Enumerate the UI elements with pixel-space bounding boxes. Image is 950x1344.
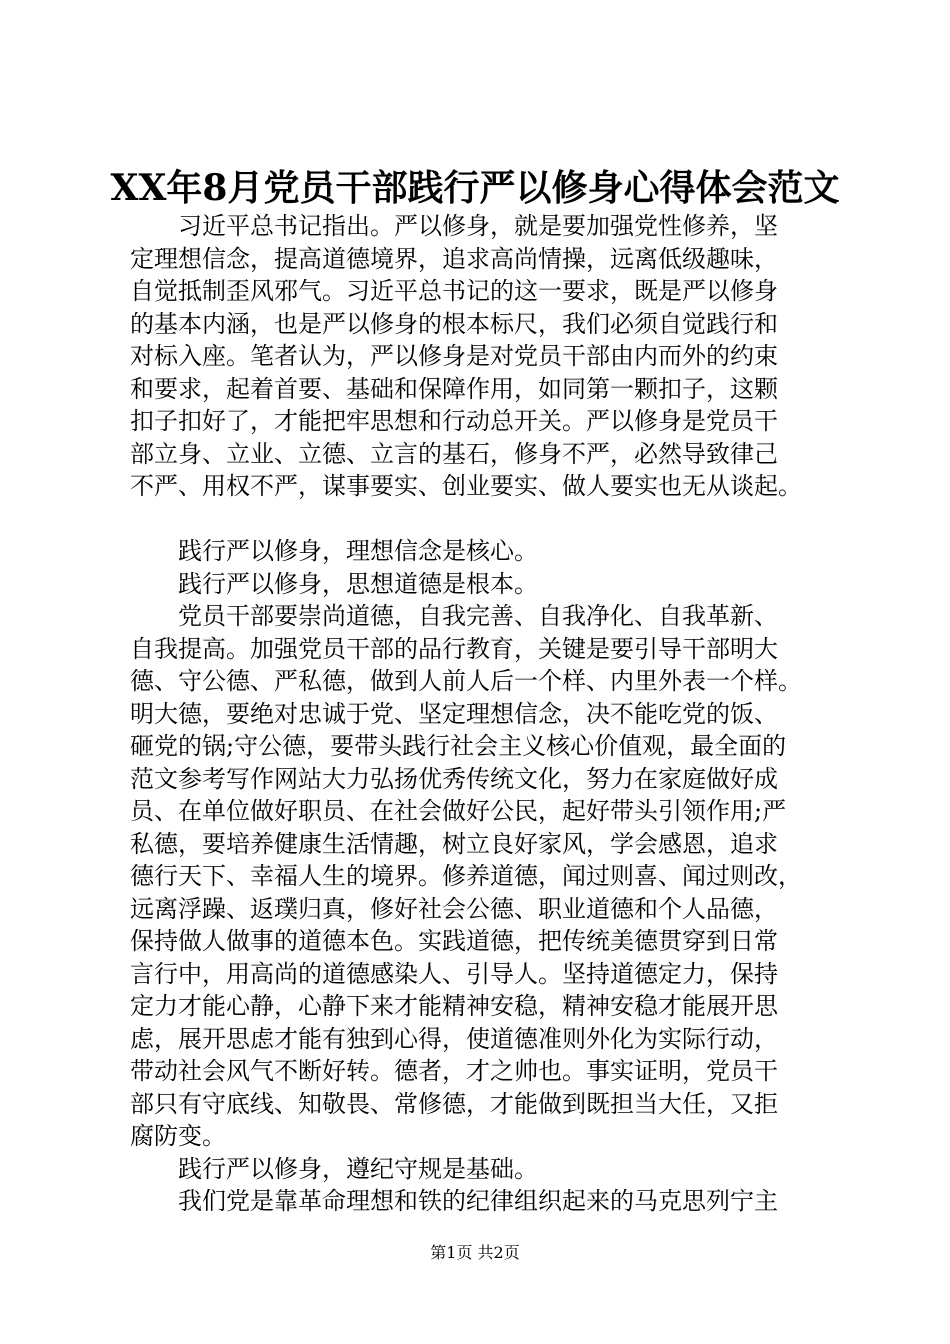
body-line: 砸党的锅;守公德，要带头践行社会主义核心价值观，最全面的 (130, 732, 787, 760)
body-line: 扣子扣好了，才能把牢思想和行动总开关。严以修身是党员干 (130, 407, 778, 435)
body-line: 定理想信念，提高道德境界，追求高尚情操，远离低级趣味， (130, 244, 778, 273)
body-line: 德、守公德、严私德，做到人前人后一个样、内里外表一个样。 (130, 667, 802, 695)
body-line: 虑，展开思虑才能有独到心得，使道德准则外化为实际行动， (130, 1024, 778, 1053)
paragraph-gap (130, 503, 850, 536)
body-line: 习近平总书记指出。严以修身，就是要加强党性修养，坚 (178, 212, 778, 240)
body-line: 部只有守底线、知敬畏、常修德，才能做到既担当大任，又拒 (130, 1089, 778, 1118)
body-line: 德行天下、幸福人生的境界。修养道德，闻过则喜、闻过则改， (130, 862, 802, 890)
body-line: 定力才能心静，心静下来才能精神安稳，精神安稳才能展开思 (130, 992, 778, 1020)
body-line: 远离浮躁、返璞归真，修好社会公德、职业道德和个人品德， (130, 894, 778, 923)
body-line: 保持做人做事的道德本色。实践道德，把传统美德贯穿到日常 (130, 927, 778, 955)
body-line: 员、在单位做好职员、在社会做好公民，起好带头引领作用;严 (130, 797, 787, 825)
body-line: 腐防变。 (130, 1122, 226, 1150)
body-line: 我们党是靠革命理想和铁的纪律组织起来的马克思列宁主 (178, 1187, 778, 1215)
body-line: 带动社会风气不断好转。德者，才之帅也。事实证明，党员干 (130, 1057, 778, 1085)
body-line: 对标入座。笔者认为，严以修身是对党员干部由内而外的约束 (130, 342, 778, 370)
body-line: 明大德，要绝对忠诚于党、坚定理想信念，决不能吃党的饭、 (130, 699, 778, 728)
document-title: XX年8月党员干部践行严以修身心得体会范文 (110, 167, 840, 209)
body-line: 部立身、立业、立德、立言的基石，修身不严，必然导致律己 (130, 439, 778, 468)
body-line: 和要求，起着首要、基础和保障作用，如同第一颗扣子，这颗 (130, 374, 778, 403)
section-heading: 践行严以修身，思想道德是根本。 (178, 569, 538, 598)
body-line: 言行中，用高尚的道德感染人、引导人。坚持道德定力，保持 (130, 959, 778, 988)
body-line: 党员干部要崇尚道德，自我完善、自我净化、自我革新、 (178, 602, 778, 630)
section-heading: 践行严以修身，理想信念是核心。 (178, 537, 538, 565)
section-heading: 践行严以修身，遵纪守规是基础。 (178, 1154, 538, 1183)
document-body (130, 210, 850, 1218)
body-line: 的基本内涵，也是严以修身的根本标尺，我们必须自觉践行和 (130, 309, 778, 338)
body-line: 自我提高。加强党员干部的品行教育，关键是要引导干部明大 (130, 634, 778, 663)
page-number-footer: 第1页 共2页 (430, 1243, 520, 1262)
body-line: 范文参考写作网站大力弘扬优秀传统文化，努力在家庭做好成 (130, 764, 778, 793)
body-line: 自觉抵制歪风邪气。习近平总书记的这一要求，既是严以修身 (130, 277, 778, 305)
body-line: 不严、用权不严，谋事要实、创业要实、做人要实也无从谈起。 (130, 472, 802, 500)
body-line: 私德，要培养健康生活情趣，树立良好家风，学会感恩，追求 (130, 829, 778, 858)
